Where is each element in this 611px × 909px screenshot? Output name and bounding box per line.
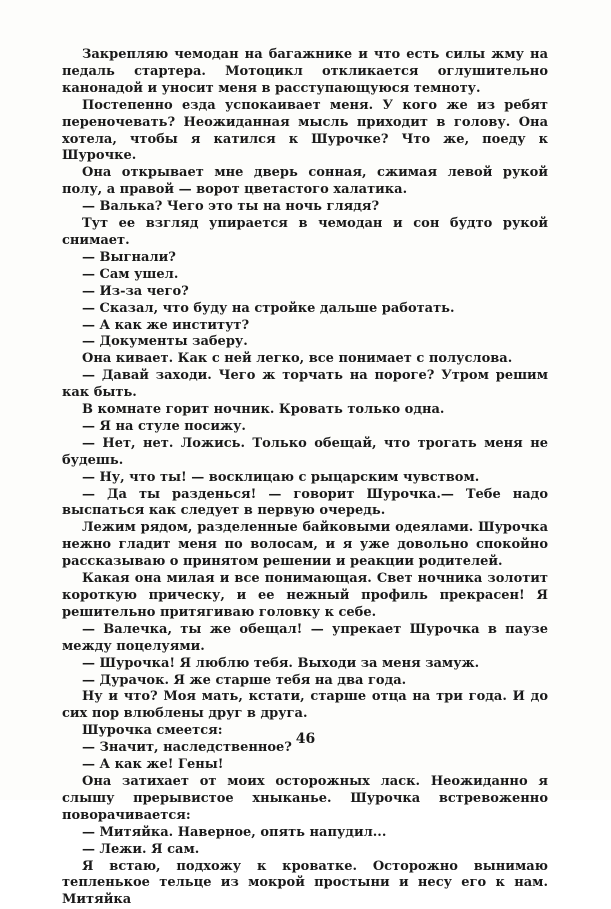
paragraph: В комнате горит ночник. Кровать только одна. [62, 402, 548, 419]
paragraph: Ну и что? Моя мать, кстати, старше отца на три года. И до сих пор влюблены друг в друга. [62, 689, 548, 723]
dialogue-line: — А как же институт? [62, 318, 548, 335]
paragraph: Она затихает от моих осторожных ласк. Неожиданно я слышу прерывистое хныканье. Шурочка встревоженно поворачивается: [62, 774, 548, 825]
page-number: 46 [0, 731, 611, 747]
paragraph: Лежим рядом, разделенные байковыми одеялами. Шурочка нежно гладит меня по волосам, и я уже довольно спокойно рассказываю о принятом решении и реакции родителей. [62, 520, 548, 571]
paragraph: Постепенно езда успокаивает меня. У кого же из ребят переночевать? Неожиданная мысль приходит в голову. Она хотела, чтобы я катился к Шурочке? Что же, поеду к Шурочке. [62, 98, 548, 166]
paragraph: Она кивает. Как с ней легко, все понимает с полуслова. [62, 351, 548, 368]
dialogue-line: — Валька? Чего это ты на ночь глядя? [62, 199, 548, 216]
dialogue-line: — Нет, нет. Ложись. Только обещай, что трогать меня не будешь. [62, 436, 548, 470]
dialogue-line: — Значит, наследственное? [62, 740, 548, 757]
paragraph: Тут ее взгляд упирается в чемодан и сон будто рукой снимает. [62, 216, 548, 250]
dialogue-line: — Да ты разденься! — говорит Шурочка.— Тебе надо выспаться как следует в первую очередь. [62, 487, 548, 521]
body-text [62, 47, 548, 909]
paragraph: Закрепляю чемодан на багажнике и что есть силы жму на педаль стартера. Мотоцикл откликается оглушительно канонадой и уносит меня в расступающуюся темноту. [62, 47, 548, 98]
dialogue-line: — Я на стуле посижу. [62, 419, 548, 436]
dialogue-line: — Давай заходи. Чего ж торчать на пороге? Утром решим как быть. [62, 368, 548, 402]
dialogue-line: — Лежи. Я сам. [62, 842, 548, 859]
paragraph: Она открывает мне дверь сонная, сжимая левой рукой полу, а правой — ворот цветастого халатика. [62, 165, 548, 199]
dialogue-line: — А как же! Гены! [62, 757, 548, 774]
dialogue-line: — Из-за чего? [62, 284, 548, 301]
dialogue-line: — Валечка, ты же обещал! — упрекает Шурочка в паузе между поцелуями. [62, 622, 548, 656]
dialogue-line: — Сказал, что буду на стройке дальше работать. [62, 301, 548, 318]
dialogue-line: — Дурачок. Я же старше тебя на два года. [62, 673, 548, 690]
dialogue-line: — Митяйка. Наверное, опять напудил... [62, 825, 548, 842]
paragraph: Какая она милая и все понимающая. Свет ночника золотит короткую прическу, и ее нежный профиль прекрасен! Я решительно притягиваю головку к себе. [62, 571, 548, 622]
dialogue-line: — Документы заберу. [62, 334, 548, 351]
dialogue-line: — Выгнали? [62, 250, 548, 267]
dialogue-line: — Сам ушел. [62, 267, 548, 284]
paragraph: Я встаю, подхожу к кроватке. Осторожно вынимаю тепленькое тельце из мокрой простыни и несу его к нам. Митяйка [62, 859, 548, 909]
dialogue-line: — Шурочка! Я люблю тебя. Выходи за меня замуж. [62, 656, 548, 673]
dialogue-line: — Ну, что ты! — восклицаю с рыцарским чувством. [62, 470, 548, 487]
paragraph: Шурочка смеется: [62, 723, 548, 740]
